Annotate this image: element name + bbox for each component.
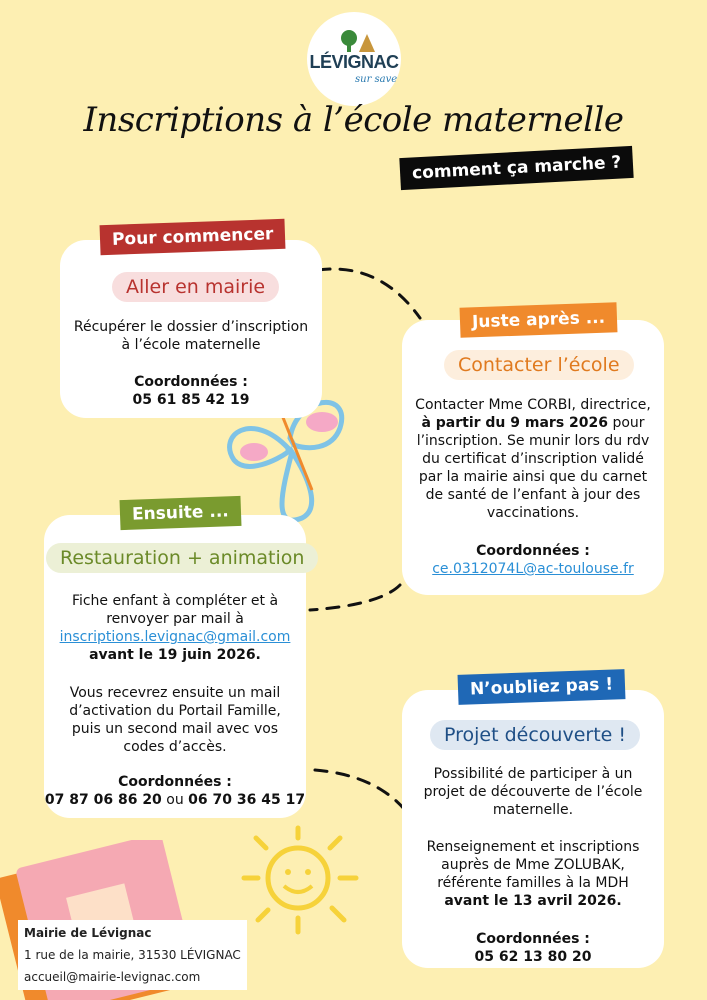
logo-subtitle: sur save [355,74,398,85]
sun-illustration [228,820,368,960]
inscriptions-email-link[interactable]: inscriptions.levignac@gmail.com [59,629,291,645]
footer-address: 1 rue de la mairie, 31530 LÉVIGNAC [24,948,241,962]
step4-coord-label: Coordonnées : [476,931,590,947]
step1-phone: 05 61 85 42 19 [132,392,250,408]
footer-contact [18,920,247,990]
step4-deadline: avant le 13 avril 2026. [444,893,622,909]
step3-text2: Vous recevrez ensuite un mail d’activation du Portail Famille, puis un second mail avec vos codes d’accès. [69,685,281,755]
levignac-logo [307,12,401,106]
step3-coord-label: Coordonnées : [118,774,232,790]
step3-phones: 07 87 06 86 20 ou 06 70 36 45 17 [44,792,306,808]
step3-deadline: avant le 19 juin 2026. [89,647,261,663]
step1-coord-label: Coordonnées : [134,374,248,390]
pill-projet-decouverte: Projet découverte ! [430,720,640,750]
footer-email[interactable]: accueil@mairie-levignac.com [24,970,201,984]
step4-phone: 05 62 13 80 20 [474,949,592,965]
pill-restauration-animation: Restauration + animation [46,543,318,573]
tree-icon [337,28,377,54]
label-pour-commencer: Pour commencer [100,219,286,255]
pill-contacter-ecole: Contacter l’école [444,350,634,380]
step2-text: Contacter Mme CORBI, directrice, à partir du 9 mars 2026 pour l’inscription. Se munir lors du rdv du certificat d’inscription validé par la mairie ainsi que du carnet de santé de l’enfant à jour des vaccinations. [415,397,651,521]
label-juste-apres: Juste après ... [460,302,618,337]
step4-text1: Possibilité de participer à un projet de découverte de l’école maternelle. [423,766,643,818]
subtitle-tag: comment ça marche ? [399,146,634,190]
step1-text: Récupérer le dossier d’inscription à l’école maternelle [73,319,309,353]
footer-name: Mairie de Lévignac [24,926,152,940]
step2-coord-label: Coordonnées : [476,543,590,559]
page-title: Inscriptions à l’école maternelle [83,100,624,140]
label-ensuite: Ensuite ... [120,496,242,530]
step4-text2: Renseignement et inscriptions auprès de Mme ZOLUBAK, référente familles à la MDH [426,839,640,891]
step3-text1: Fiche enfant à compléter et à renvoyer par mail à [71,593,279,627]
school-email-link[interactable]: ce.0312074L@ac-toulouse.fr [432,561,634,577]
label-noubliez-pas: N’oubliez pas ! [458,669,626,705]
pill-aller-en-mairie: Aller en mairie [112,272,279,302]
logo-wordmark: LÉVIGNAC [309,52,399,72]
